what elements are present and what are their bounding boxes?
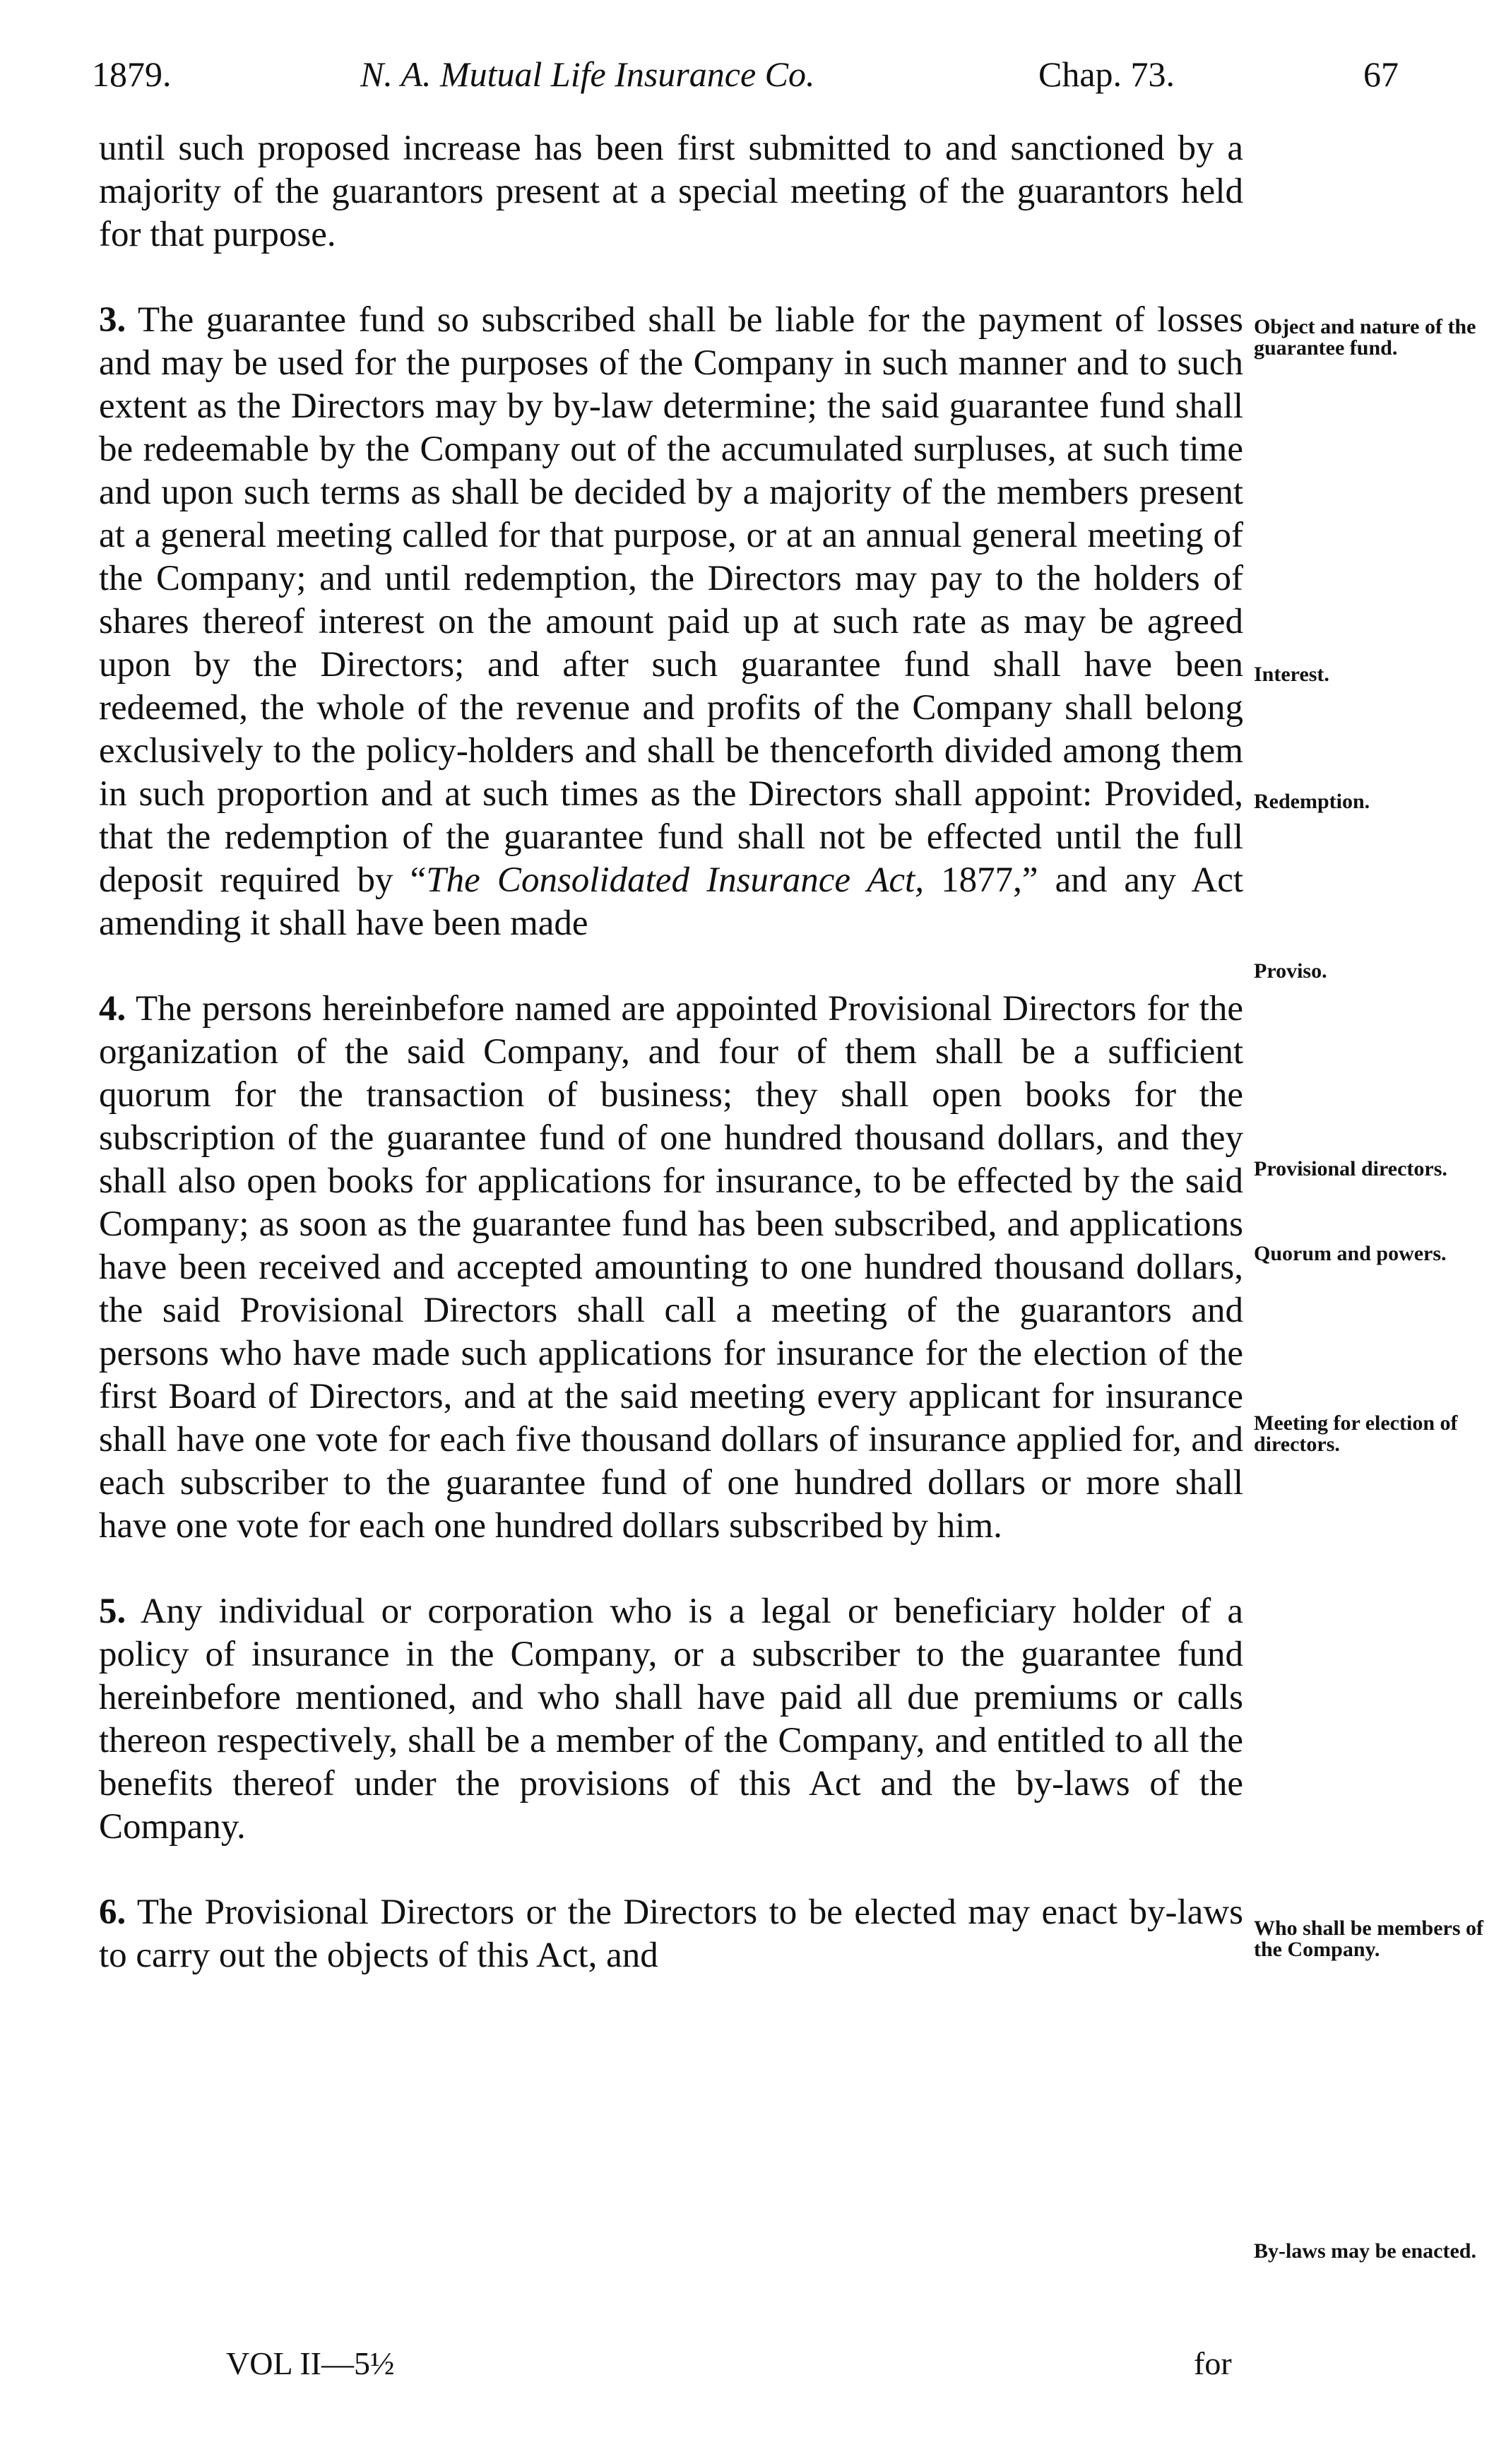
note-interest: Interest. xyxy=(1254,663,1329,686)
note-bylaws-may-be-enacted: By-laws may be enacted. xyxy=(1254,2239,1476,2263)
catchword: for xyxy=(1194,2345,1232,2381)
running-header xyxy=(92,49,1420,99)
section-number: 3. xyxy=(99,300,126,340)
section-number: 4. xyxy=(99,989,126,1029)
section-4 xyxy=(99,988,1243,1548)
note-redemption: Redemption. xyxy=(1254,790,1370,813)
section-number: 6. xyxy=(99,1893,126,1932)
section-5-text: Any individual or corporation who is a legal or beneficiary holder of a policy of insurance in the Company, or a subscriber to the guarantee fund hereinbefore mentioned, and who shall have paid all due premiums or calls thereon respectively, shall be a member of the Company, and entitled to all the benefits thereof under the provisions of this Act and the by-laws of the Company. xyxy=(99,1592,1244,1847)
act-title: The Consolidated Insurance Act, xyxy=(426,860,924,900)
header-year: 1879. xyxy=(92,54,172,94)
page-number: 67 xyxy=(1363,54,1399,94)
note-who-shall-be-members: Who shall be members of the Company. xyxy=(1254,1917,1483,1961)
section-3-text-end: 1877,” and any Act amending it shall have been made xyxy=(99,860,1244,943)
header-chapter: Chap. 73. xyxy=(1038,54,1175,94)
volume-signature: VOL II—5½ xyxy=(226,2345,395,2381)
body-text xyxy=(99,127,1243,1977)
note-object-and-nature: Object and nature of the guarantee fund. xyxy=(1254,315,1476,360)
section-number: 5. xyxy=(99,1592,126,1631)
section-5 xyxy=(99,1590,1243,1849)
header-title: N. A. Mutual Life Insurance Co. xyxy=(360,54,815,94)
section-3 xyxy=(99,299,1243,945)
section-6-text: The Provisional Directors or the Directors to be elected may enact by-laws to carry out the objects of this Act, and xyxy=(99,1893,1243,1975)
section-6 xyxy=(99,1891,1243,1977)
section-3-text: The guarantee fund so subscribed shall be liable for the payment of losses and may be used for the purposes of the Company in such manner and to such extent as the Directors may by by-law determine; the said guarantee fund shall be redeemable by the Company out of the accumulated surpluses, at such time and upon such terms as shall be decided by a majority of the members present at a general meeting called for that purpose, or at an annual general meeting of the Company; and until redemption, the Directors may pay to the holders of shares thereof interest on the amount paid up at such rate as may be agreed upon by the Directors; and after such guarantee fund shall have been redeemed, the whole of the revenue and profits of the Company shall belong exclusively to the policy-holders and shall be thenceforth divided among them in such proportion and at such times as the Directors shall appoint: Provided, that the redemption of the guarantee fund shall not be effected until the full deposit required by “ xyxy=(99,300,1243,900)
note-meeting-for-election: Meeting for election of directors. xyxy=(1254,1411,1458,1456)
continuation-paragraph: until such proposed increase has been first submitted to and sanctioned by a majority of the guarantors present at a special meeting of the guarantors held for that purpose. xyxy=(99,129,1243,254)
note-quorum-and-powers: Quorum and powers. xyxy=(1254,1242,1447,1265)
section-4-text: The persons hereinbefore named are appointed Provisional Directors for the organization of the said Company, and four of them shall be a sufficient quorum for the transaction of business; they shall open books for the subscription of the guarantee fund of one hundred thousand dollars, and they shall also open books for applications for insurance, to be effected by the said Company; as soon as the guarantee fund has been subscribed, and applications have been received and accepted amounting to one hundred thousand dollars, the said Provisional Directors shall call a meeting of the guarantors and persons who have made such applications for insurance for the election of the first Board of Directors, and at the said meeting every applicant for insurance shall have one vote for each five thousand dollars of insurance applied for, and each subscriber to the guarantee fund of one hundred dollars or more shall have one vote for each one hundred dollars subscribed by him. xyxy=(99,989,1243,1546)
note-provisional-directors: Provisional directors. xyxy=(1254,1157,1447,1180)
note-proviso: Proviso. xyxy=(1254,959,1327,983)
page-footer xyxy=(226,2342,1271,2385)
